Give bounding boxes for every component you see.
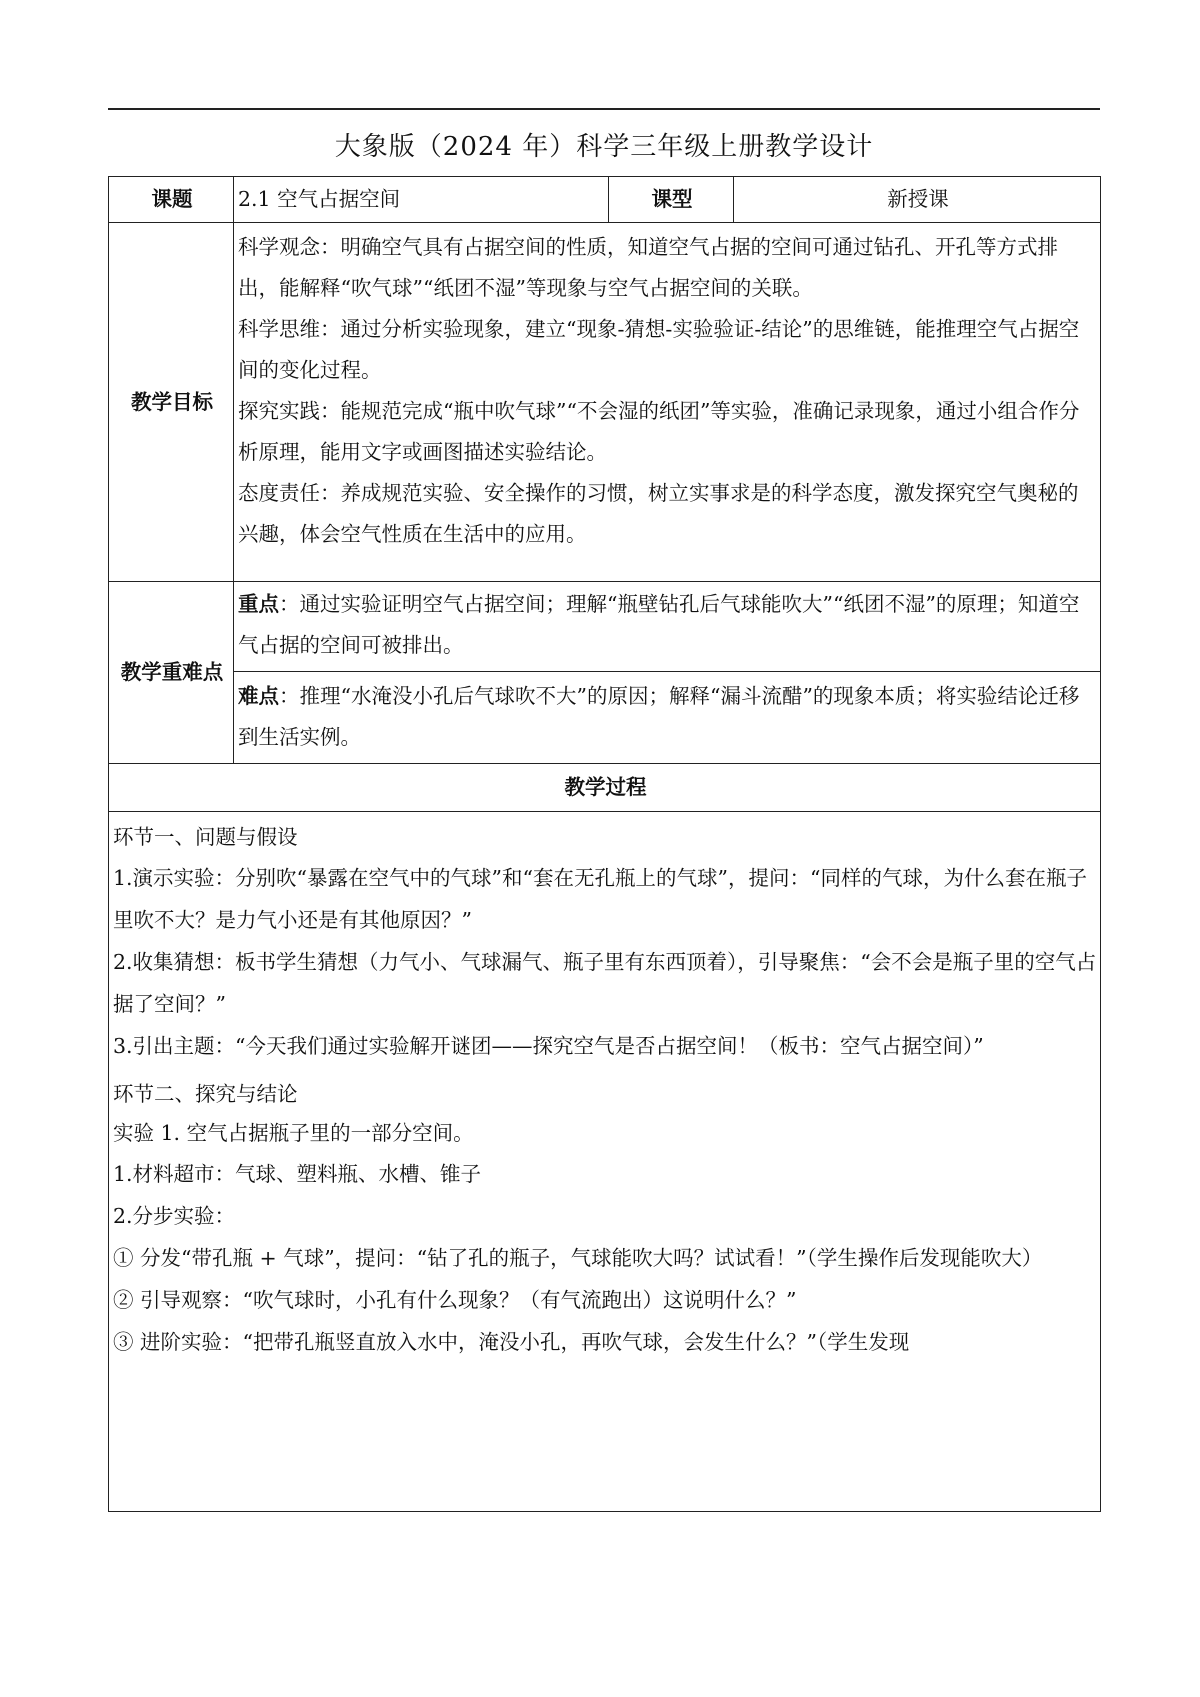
step-1: ① 分发“带孔瓶 + 气球”，提问：“钻了孔的瓶子，气球能吹大吗？试试看！”（学生操作后发现能吹大） bbox=[113, 1246, 1043, 1270]
materials-line: 1.材料超市：气球、塑料瓶、水槽、锥子 bbox=[113, 1162, 482, 1186]
topic-row bbox=[109, 177, 1101, 223]
lesson-plan-table bbox=[108, 176, 1101, 1512]
section2-title: 环节二、探究与结论 bbox=[113, 1082, 298, 1106]
topic-label: 课题 bbox=[109, 177, 234, 223]
objectives-row bbox=[109, 223, 1101, 582]
step-2: ② 引导观察：“吹气球时，小孔有什么现象？（有气流跑出）这说明什么？” bbox=[113, 1288, 797, 1312]
section1-step-1: 1.演示实验：分别吹“暴露在空气中的气球”和“套在无孔瓶上的气球”，提问：“同样的气球，为什么套在瓶子里吹不大？是力气小还是有其他原因？” bbox=[113, 866, 1087, 932]
process-header: 教学过程 bbox=[109, 764, 1101, 812]
difficulty-cell bbox=[234, 672, 1101, 764]
section1-title: 环节一、问题与假设 bbox=[113, 825, 298, 849]
objectives-label: 教学目标 bbox=[109, 223, 234, 582]
header-rule bbox=[108, 108, 1100, 110]
process-header-row bbox=[109, 764, 1101, 812]
objective-attitude: 态度责任：养成规范实验、安全操作的习惯，树立实事求是的科学态度，激发探究空气奥秘的兴趣，体会空气性质在生活中的应用。 bbox=[238, 481, 1079, 546]
key-point-label: 重点 bbox=[238, 592, 279, 616]
objective-practice: 探究实践：能规范完成“瓶中吹气球”“不会湿的纸团”等实验，准确记录现象，通过小组合作分析原理，能用文字或画图描述实验结论。 bbox=[238, 399, 1080, 464]
objectives-content bbox=[234, 223, 1101, 582]
steps-heading: 2.分步实验： bbox=[113, 1204, 236, 1228]
document-title: 大象版（2024 年）科学三年级上册教学设计 bbox=[334, 132, 874, 162]
key-point-row bbox=[109, 582, 1101, 672]
objective-concept: 科学观念：明确空气具有占据空间的性质，知道空气占据的空间可通过钻孔、开孔等方式排出，能解释“吹气球”“纸团不湿”等现象与空气占据空间的关联。 bbox=[238, 235, 1058, 300]
key-point-text: ：通过实验证明空气占据空间；理解“瓶壁钻孔后气球能吹大”“纸团不湿”的原理；知道空气占据的空间可被排出。 bbox=[238, 592, 1080, 657]
difficulty-label: 难点 bbox=[238, 684, 279, 708]
step-3: ③ 进阶实验：“把带孔瓶竖直放入水中，淹没小孔，再吹气球，会发生什么？”（学生发现 bbox=[113, 1330, 910, 1354]
difficulty-row bbox=[109, 672, 1101, 764]
difficulty-text: ：推理“水淹没小孔后气球吹不大”的原因；解释“漏斗流醋”的现象本质；将实验结论迁移到生活实例。 bbox=[238, 684, 1080, 749]
objective-thinking: 科学思维：通过分析实验现象，建立“现象-猜想-实验验证-结论”的思维链，能推理空气占据空间的变化过程。 bbox=[238, 317, 1080, 382]
process-content-row bbox=[109, 812, 1101, 1512]
lesson-type-label: 课型 bbox=[609, 177, 734, 223]
section1-step-3: 3.引出主题：“今天我们通过实验解开谜团——探究空气是否占据空间！（板书：空气占据空间）” bbox=[113, 1034, 984, 1058]
process-content bbox=[109, 812, 1101, 1512]
section1-step-2: 2.收集猜想：板书学生猜想（力气小、气球漏气、瓶子里有东西顶着），引导聚焦：“会不会是瓶子里的空气占据了空间？” bbox=[113, 950, 1097, 1016]
key-points-label: 教学重难点 bbox=[109, 582, 234, 764]
experiment-1-title: 实验 1. 空气占据瓶子里的一部分空间。 bbox=[113, 1121, 474, 1145]
topic-value: 2.1 空气占据空间 bbox=[234, 177, 609, 223]
lesson-type-value: 新授课 bbox=[734, 177, 1101, 223]
key-point-cell bbox=[234, 582, 1101, 672]
